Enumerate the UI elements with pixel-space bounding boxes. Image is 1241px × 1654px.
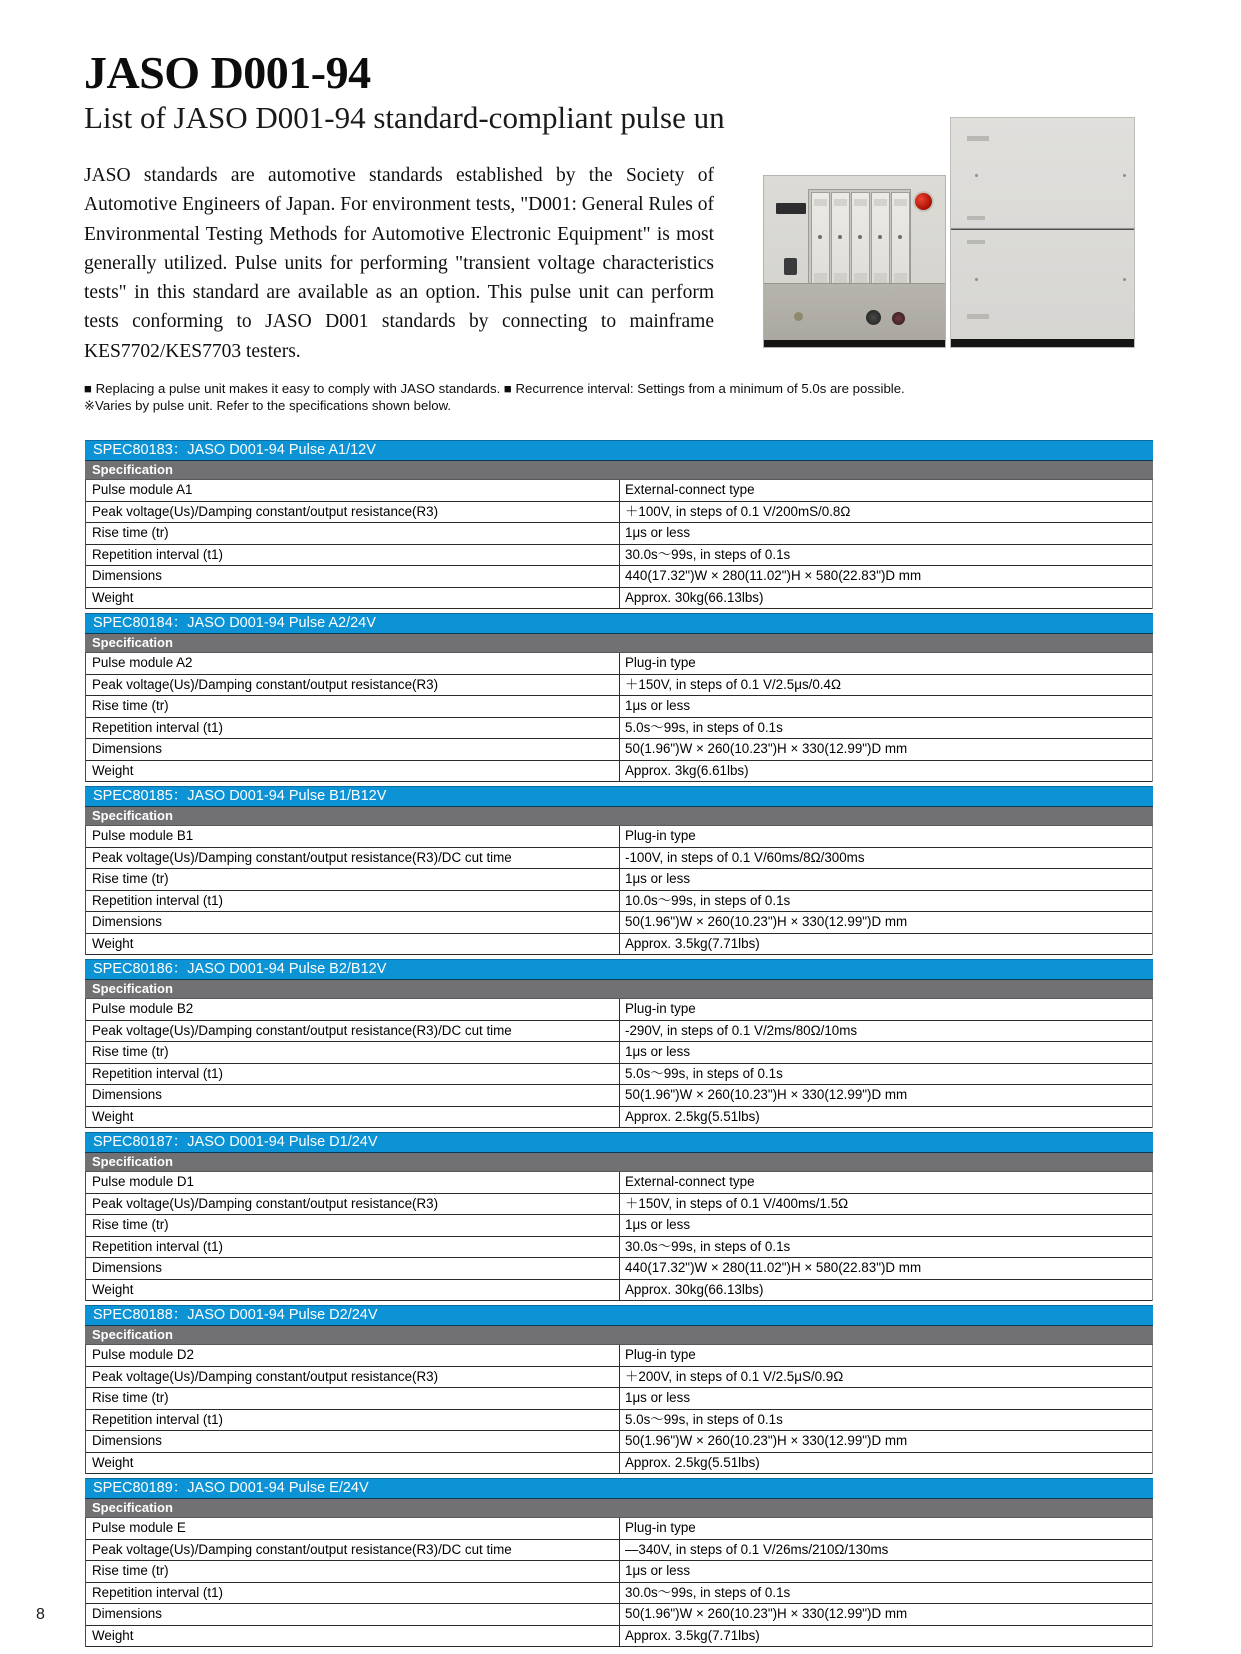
spec-table (85, 1478, 1153, 1647)
spec-label-cell: Weight (86, 1280, 620, 1301)
front-panel-switch (784, 258, 797, 275)
spec-value-cell: -290V, in steps of 0.1 V/2ms/80Ω/10ms (625, 1022, 858, 1038)
plug-in-module (871, 192, 890, 292)
spec-table (85, 613, 1153, 782)
spec-row (86, 588, 1152, 610)
spec-table (85, 959, 1153, 1128)
spec-value-cell: -100V, in steps of 0.1 V/60ms/8Ω/300ms (625, 849, 865, 865)
spec-row (86, 1194, 1152, 1216)
spec-row (86, 480, 1152, 502)
spec-row (86, 999, 1152, 1021)
spec-value-cell: 1μs or less (625, 1217, 691, 1232)
specification-section-bar: Specification (85, 1153, 1153, 1172)
spec-value-cell: Approx. 2.5kg(5.51lbs) (625, 1108, 760, 1124)
spec-row (86, 1085, 1152, 1107)
spec-value-cell: ＋100V, in steps of 0.1 V/200mS/0.8Ω (625, 503, 851, 519)
spec-label-cell: Pulse module B2 (86, 999, 620, 1020)
spec-label-cell: Weight (86, 1107, 620, 1128)
spec-row (86, 1237, 1152, 1259)
spec-value-cell: 1μs or less (625, 1563, 691, 1578)
spec-label-cell: Pulse module A2 (86, 653, 620, 674)
spec-label-cell: Pulse module D1 (86, 1172, 620, 1193)
spec-value-cell: External-connect type (625, 1174, 755, 1189)
spec-row (86, 869, 1152, 891)
plug-in-module-bay (808, 189, 911, 295)
spec-value-cell: Approx. 30kg(66.13lbs) (625, 1281, 764, 1297)
page-number: 8 (36, 1606, 45, 1623)
specification-section-bar: Specification (85, 634, 1153, 653)
spec-table (85, 440, 1153, 609)
chassis-base (951, 339, 1134, 347)
spec-row (86, 848, 1152, 870)
spec-value-cell: —340V, in steps of 0.1 V/26ms/210Ω/130ms (625, 1541, 889, 1557)
spec-row (86, 1410, 1152, 1432)
spec-label-cell: Peak voltage(Us)/Damping constant/output resistance(R3)/DC cut time (86, 1021, 620, 1042)
specification-section-bar: Specification (85, 807, 1153, 826)
spec-row (86, 1345, 1152, 1367)
spec-value-cell: 5.0s〜99s, in steps of 0.1s (625, 1411, 783, 1427)
spec-value-cell: 1μs or less (625, 1044, 691, 1059)
spec-rows (85, 480, 1153, 609)
spec-label-cell: Pulse module E (86, 1518, 620, 1539)
spec-row (86, 1626, 1152, 1648)
spec-table (85, 1132, 1153, 1301)
spec-row (86, 1540, 1152, 1562)
spec-tables (85, 440, 1153, 1651)
plug-in-module (891, 192, 910, 292)
spec-value-cell: ＋150V, in steps of 0.1 V/2.5μs/0.4Ω (625, 676, 841, 692)
spec-value-cell: Approx. 3kg(6.61lbs) (625, 762, 749, 778)
spec-row (86, 912, 1152, 934)
spec-row (86, 1258, 1152, 1280)
spec-value-cell: 50(1.96")W × 260(10.23")H × 330(12.99")D mm (625, 1087, 908, 1102)
spec-value-cell: 1μs or less (625, 1390, 691, 1405)
spec-value-cell: 1μs or less (625, 698, 691, 713)
spec-label-cell: Peak voltage(Us)/Damping constant/output resistance(R3)/DC cut time (86, 848, 620, 869)
spec-label-cell: Rise time (tr) (86, 1215, 620, 1236)
spec-row (86, 1518, 1152, 1540)
spec-value-cell: 10.0s〜99s, in steps of 0.1s (625, 892, 791, 908)
spec-value-cell: 50(1.96")W × 260(10.23")H × 330(12.99")D mm (625, 741, 908, 756)
screw (975, 278, 978, 281)
spec-label-cell: Repetition interval (t1) (86, 1583, 620, 1604)
spec-row (86, 1107, 1152, 1129)
specification-section-bar: Specification (85, 1326, 1153, 1345)
spec-rows (85, 999, 1153, 1128)
spec-label-cell: Repetition interval (t1) (86, 545, 620, 566)
note-line: ※Varies by pulse unit. Refer to the specifications shown below. (84, 397, 452, 413)
spec-row (86, 545, 1152, 567)
spec-label-cell: Weight (86, 934, 620, 955)
spec-value-cell: Plug-in type (625, 828, 696, 843)
spec-label-cell: Weight (86, 1453, 620, 1474)
spec-value-cell: Approx. 2.5kg(5.51lbs) (625, 1454, 760, 1470)
spec-label-cell: Dimensions (86, 739, 620, 760)
note-line: ■ Replacing a pulse unit makes it easy to comply with JASO standards. ■ Recurrence interval: Settings from a minimum of 5.0s are possible. (84, 381, 905, 396)
spec-value-cell: 50(1.96")W × 260(10.23")H × 330(12.99")D mm (625, 1433, 908, 1448)
spec-label-cell: Rise time (tr) (86, 869, 620, 890)
spec-row (86, 653, 1152, 675)
screw (1123, 174, 1126, 177)
specification-section-bar: Specification (85, 461, 1153, 480)
spec-rows (85, 653, 1153, 782)
spec-label-cell: Rise time (tr) (86, 1042, 620, 1063)
spec-row (86, 523, 1152, 545)
spec-label-cell: Peak voltage(Us)/Damping constant/output resistance(R3) (86, 1194, 620, 1215)
page-subtitle: List of JASO D001-94 standard-compliant pulse un (84, 100, 725, 135)
spec-label-cell: Peak voltage(Us)/Damping constant/output resistance(R3) (86, 1367, 620, 1388)
spec-label-cell: Peak voltage(Us)/Damping constant/output resistance(R3) (86, 675, 620, 696)
spec-label-cell: Peak voltage(Us)/Damping constant/output resistance(R3) (86, 502, 620, 523)
brand-label (967, 136, 989, 141)
spec-row (86, 675, 1152, 697)
specification-section-bar: Specification (85, 1499, 1153, 1518)
spec-row (86, 1280, 1152, 1302)
spec-label-cell: Rise time (tr) (86, 1561, 620, 1582)
chassis-base (764, 340, 945, 347)
spec-row (86, 826, 1152, 848)
plug-in-module (811, 192, 830, 292)
spec-value-cell: Plug-in type (625, 1520, 696, 1535)
spec-value-cell: 1μs or less (625, 525, 691, 540)
spec-row (86, 1215, 1152, 1237)
spec-table (85, 786, 1153, 955)
spec-row (86, 1453, 1152, 1475)
spec-label-cell: Repetition interval (t1) (86, 1064, 620, 1085)
spec-label-cell: Dimensions (86, 1431, 620, 1452)
spec-value-cell: Approx. 3.5kg(7.71lbs) (625, 935, 760, 951)
spec-rows (85, 1518, 1153, 1647)
spec-row (86, 566, 1152, 588)
spec-value-cell: Plug-in type (625, 1001, 696, 1016)
spec-row (86, 1604, 1152, 1626)
spec-value-cell: Approx. 3.5kg(7.71lbs) (625, 1627, 760, 1643)
spec-table-header: SPEC80187：JASO D001-94 Pulse D1/24V (85, 1132, 1153, 1153)
brand-label (967, 314, 989, 319)
output-connector (866, 310, 881, 325)
spec-row (86, 1388, 1152, 1410)
spec-label-cell: Dimensions (86, 1258, 620, 1279)
screw (1123, 278, 1126, 281)
spec-row (86, 1172, 1152, 1194)
spec-value-cell: Approx. 30kg(66.13lbs) (625, 589, 764, 605)
spec-value-cell: 30.0s〜99s, in steps of 0.1s (625, 1238, 791, 1254)
spec-value-cell: 440(17.32")W × 280(11.02")H × 580(22.83")D mm (625, 568, 922, 583)
spec-label-cell: Weight (86, 588, 620, 609)
spec-value-cell: ＋150V, in steps of 0.1 V/400ms/1.5Ω (625, 1195, 849, 1211)
spec-row (86, 718, 1152, 740)
spec-row (86, 502, 1152, 524)
stacked-unit-seam (951, 227, 1134, 230)
spec-row (86, 1367, 1152, 1389)
plug-in-module (851, 192, 870, 292)
emergency-stop-button-icon (915, 193, 932, 210)
intro-paragraph: JASO standards are automotive standards established by the Society of Automotive Engineers of Japan. For environment tests, "D001: General Rules of Environmental Testing Methods for Automotive Electronic Equipment" is most generally utilized. Pulse units for performing "transient voltage characteristics tests" in this standard are available as an option. This pulse unit can perform tests conforming to JASO D001 standards by connecting to mainframe KES7702/KES7703 testers. (84, 165, 714, 362)
spec-label-cell: Dimensions (86, 566, 620, 587)
panel-label (967, 216, 985, 220)
spec-value-cell: 30.0s〜99s, in steps of 0.1s (625, 546, 791, 562)
spec-label-cell: Repetition interval (t1) (86, 718, 620, 739)
spec-value-cell: 5.0s〜99s, in steps of 0.1s (625, 1065, 783, 1081)
spec-label-cell: Dimensions (86, 1085, 620, 1106)
spec-table-header: SPEC80188：JASO D001-94 Pulse D2/24V (85, 1305, 1153, 1326)
spec-row (86, 934, 1152, 956)
connector-panel (764, 283, 945, 340)
spec-label-cell: Weight (86, 1626, 620, 1647)
spec-value-cell: 440(17.32")W × 280(11.02")H × 580(22.83")D mm (625, 1260, 922, 1275)
spec-row (86, 739, 1152, 761)
spec-table-header: SPEC80184：JASO D001-94 Pulse A2/24V (85, 613, 1153, 634)
spec-label-cell: Rise time (tr) (86, 696, 620, 717)
spec-label-cell: Repetition interval (t1) (86, 891, 620, 912)
spec-row (86, 1042, 1152, 1064)
spec-value-cell: Plug-in type (625, 1347, 696, 1362)
spec-label-cell: Weight (86, 761, 620, 782)
spec-value-cell: 30.0s〜99s, in steps of 0.1s (625, 1584, 791, 1600)
output-terminal (794, 312, 803, 321)
spec-label-cell: Pulse module A1 (86, 480, 620, 501)
spec-row (86, 1021, 1152, 1043)
spec-label-cell: Repetition interval (t1) (86, 1237, 620, 1258)
spec-label-cell: Peak voltage(Us)/Damping constant/output resistance(R3)/DC cut time (86, 1540, 620, 1561)
spec-table-header: SPEC80186：JASO D001-94 Pulse B2/B12V (85, 959, 1153, 980)
spec-rows (85, 1172, 1153, 1301)
tester-mainframe-photo (950, 117, 1135, 348)
spec-label-cell: Rise time (tr) (86, 1388, 620, 1409)
page-title: JASO D001-94 (84, 47, 371, 98)
spec-rows (85, 1345, 1153, 1474)
output-connector (892, 312, 905, 325)
spec-row (86, 1064, 1152, 1086)
spec-table-header: SPEC80183：JASO D001-94 Pulse A1/12V (85, 440, 1153, 461)
spec-label-cell: Dimensions (86, 1604, 620, 1625)
spec-table-header: SPEC80185：JASO D001-94 Pulse B1/B12V (85, 786, 1153, 807)
spec-row (86, 1583, 1152, 1605)
instrument-display (776, 203, 806, 214)
spec-table (85, 1305, 1153, 1474)
spec-value-cell: ＋200V, in steps of 0.1 V/2.5μS/0.9Ω (625, 1368, 844, 1384)
spec-label-cell: Pulse module B1 (86, 826, 620, 847)
spec-row (86, 1561, 1152, 1583)
screw (975, 174, 978, 177)
specification-section-bar: Specification (85, 980, 1153, 999)
spec-table-header: SPEC80189：JASO D001-94 Pulse E/24V (85, 1478, 1153, 1499)
spec-value-cell: 5.0s〜99s, in steps of 0.1s (625, 719, 783, 735)
spec-row (86, 696, 1152, 718)
panel-label (967, 240, 985, 244)
feature-notes (84, 381, 984, 414)
pulse-unit-mainframe-photo (763, 175, 946, 348)
spec-row (86, 1431, 1152, 1453)
spec-value-cell: External-connect type (625, 482, 755, 497)
spec-value-cell: 50(1.96")W × 260(10.23")H × 330(12.99")D mm (625, 914, 908, 929)
plug-in-module (831, 192, 850, 292)
spec-label-cell: Pulse module D2 (86, 1345, 620, 1366)
spec-row (86, 761, 1152, 783)
spec-label-cell: Dimensions (86, 912, 620, 933)
spec-value-cell: Plug-in type (625, 655, 696, 670)
spec-label-cell: Repetition interval (t1) (86, 1410, 620, 1431)
spec-label-cell: Rise time (tr) (86, 523, 620, 544)
product-photo (763, 117, 1135, 348)
spec-value-cell: 1μs or less (625, 871, 691, 886)
spec-row (86, 891, 1152, 913)
spec-rows (85, 826, 1153, 955)
spec-value-cell: 50(1.96")W × 260(10.23")H × 330(12.99")D mm (625, 1606, 908, 1621)
